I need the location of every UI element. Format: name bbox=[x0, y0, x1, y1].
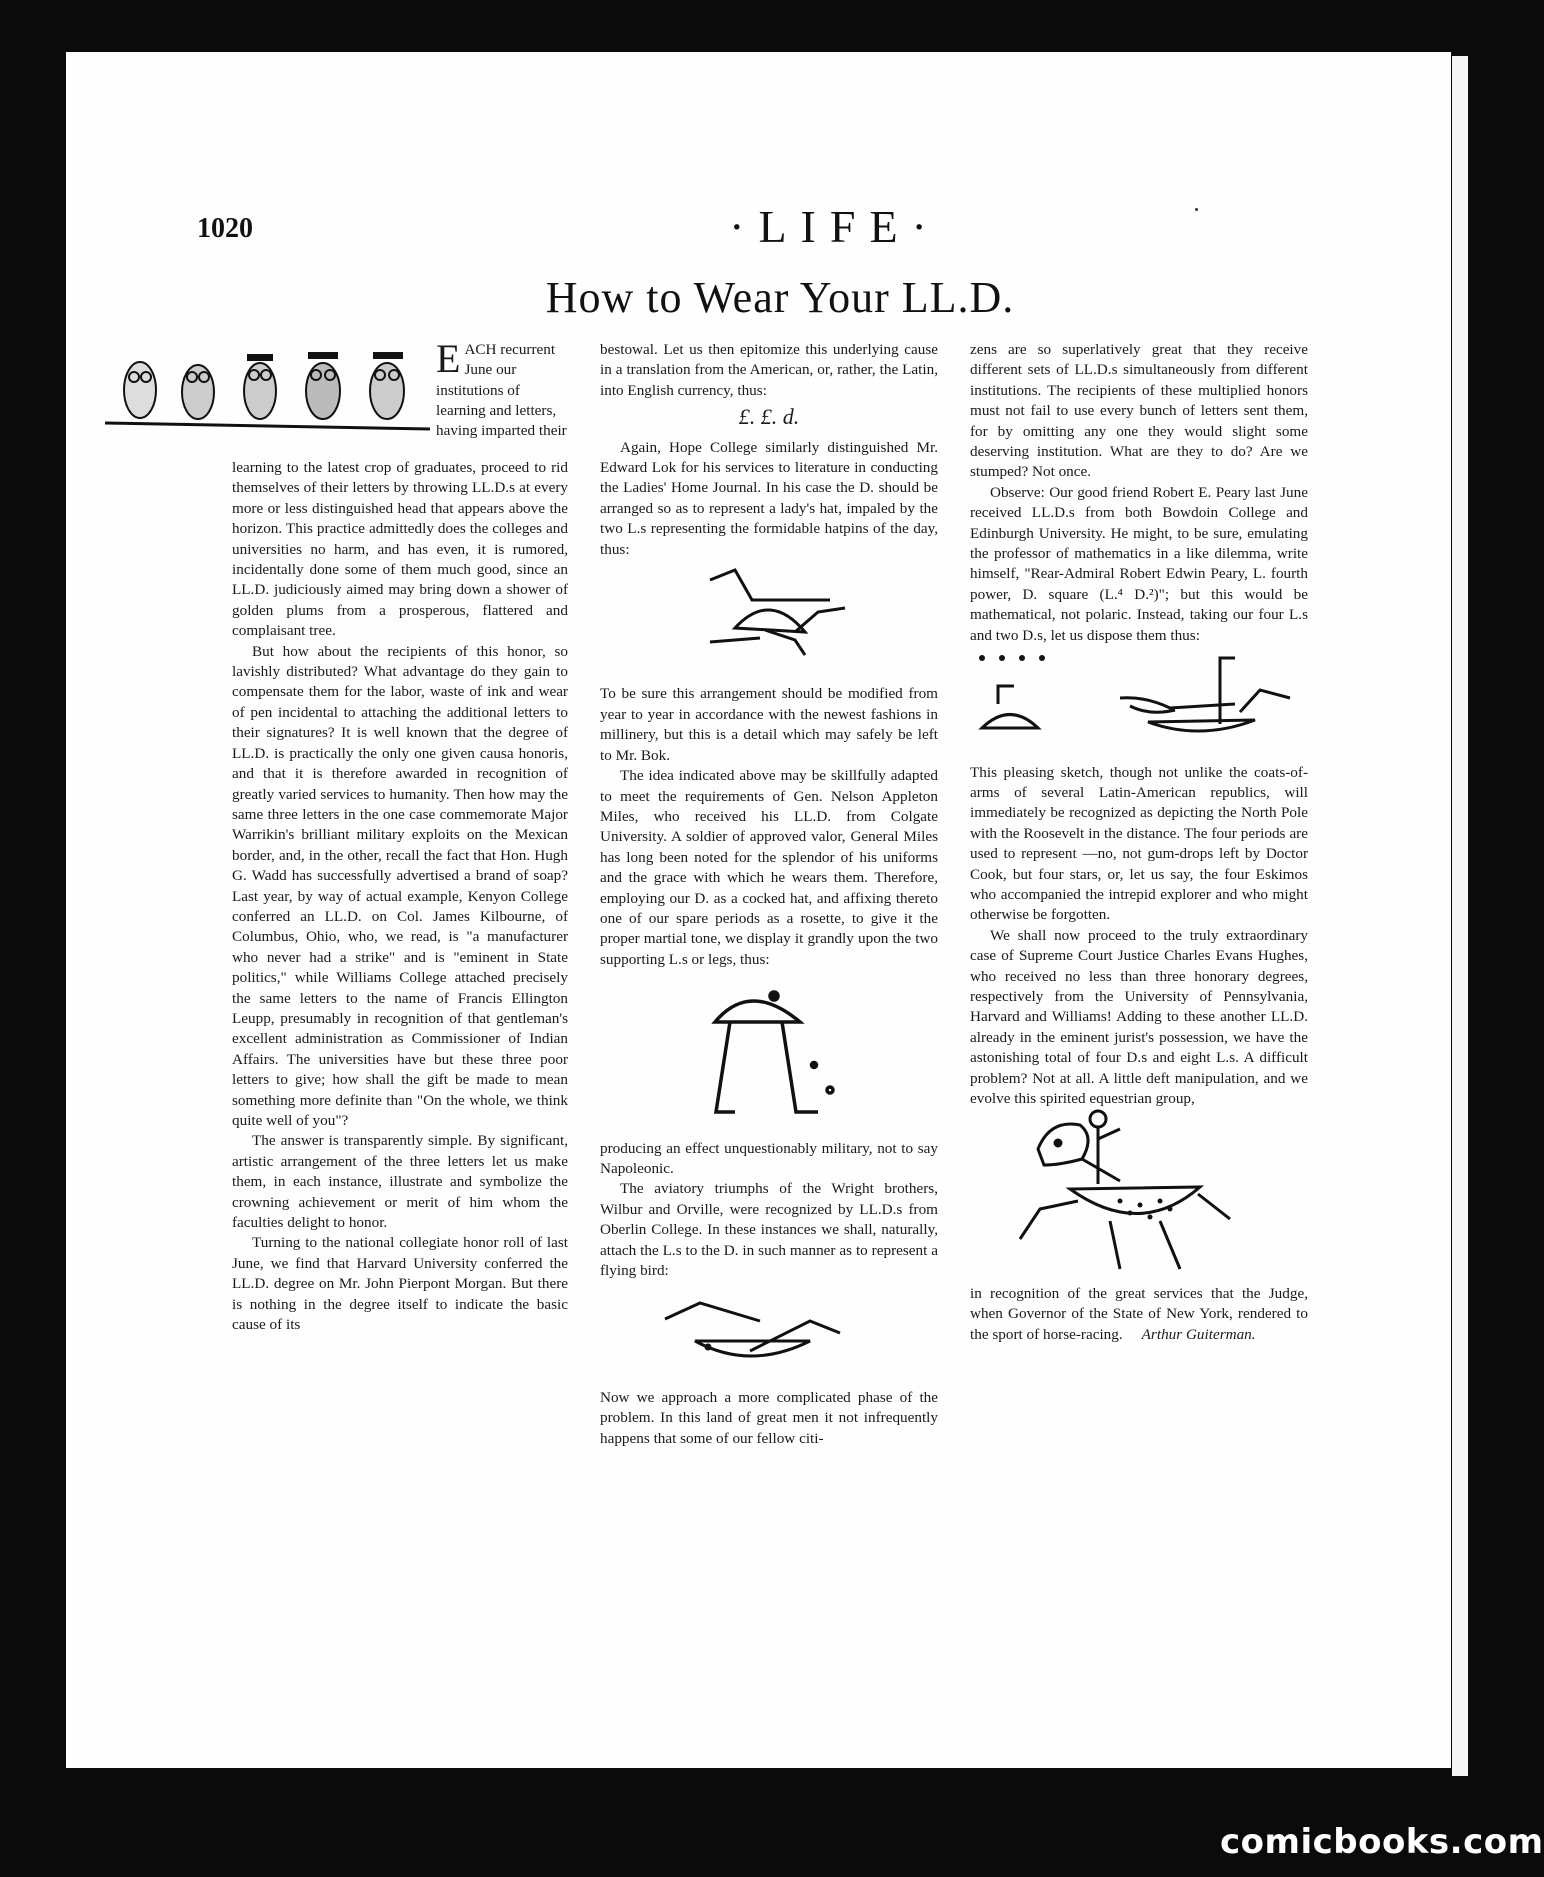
paragraph bbox=[970, 1284, 1308, 1345]
paragraph: bestowal. Let us then epitomize this underlying cause in a translation from the American, or, rather, the Latin, into English currency, thus: bbox=[600, 341, 938, 399]
paragraph: To be sure this arrangement should be modified from year to year in accordance with the newest fashions in millinery, but this is a detail which may safely be left to Mr. Bok. bbox=[600, 685, 938, 764]
paragraph: But how about the recipients of this honor, so lavishly distributed? What advantage do they gain to compensate them for the labor, waste of ink and wear of pen incidental to attaching the additional letters to their signatures? It is well known that the degree of LL.D. is practically the only one given causa honoris, and that it is therefore awarded in recognition of greatly varied services to humanity. Then how may the same three letters in the one case commemorate Major Warrikin's brilliant military exploits on the Mexican border, and, in the other, recall the fact that Hon. Hugh G. Wadd has successfully advertised a brand of soap? Last year, by way of actual example, Kenyon College conferred an LL.D. on Col. James Kilbourne, of Columbus, Ohio, who, we read, is "a manufacturer who never had a strike" and is "eminent in State politics," while Williams College attached precisely the same letters to the name of Francis Ellington Leupp, presumably in recognition of that gentleman's excellent administration as Commissioner of Indian Affairs. The universities have but these three poor letters to give; how shall the gift be made to mean something more definite than "On the whole, we think quite well of you"? bbox=[232, 642, 568, 1129]
column-3 bbox=[970, 340, 1308, 1345]
paragraph: We shall now proceed to the truly extraordinary case of Supreme Court Justice Charles Evans Hughes, who received no less than three honorary degrees, respectively from the University of Pennsylvania, Harvard and Williams! Adding to these another LL.D. already in the eminent jurist's possession, we have the astonishing total of four D.s and eight L.s. A difficult problem? Not at all. A little deft manipulation, and we evolve this spirited equestrian group, bbox=[970, 926, 1308, 1107]
equestrian-sketch bbox=[970, 1109, 1308, 1277]
column-2 bbox=[600, 340, 938, 1449]
flying-bird-sketch bbox=[600, 1281, 938, 1381]
cocked-hat-sketch bbox=[600, 970, 938, 1132]
paragraph: producing an effect unquestionably military, not to say Napoleonic. bbox=[600, 1139, 938, 1177]
drop-cap: E bbox=[436, 336, 461, 381]
paragraph: This pleasing sketch, though not unlike the coats-of-arms of several Latin-American republics, will immediately be recognized as depicting the North Pole with the Roosevelt in the distance. The four periods are used to represent —no, not gum-drops left by Doctor Cook, but four stars, or, let us say, the four Eskimos who accompanied the intrepid explorer and who might otherwise be forgotten. bbox=[970, 763, 1308, 924]
ladys-hat-sketch bbox=[600, 560, 938, 678]
print-speck bbox=[1195, 208, 1198, 211]
column-1 bbox=[232, 458, 568, 1335]
masthead: ·LIFE· bbox=[729, 201, 941, 252]
article-headline: How to Wear Your LL.D. bbox=[545, 273, 1015, 322]
paragraph: The answer is transparently simple. By significant, artistic arrangement of the three letters let us make them, in each instance, illustrate and symbolize the crowning achievement or merit of him whom the faculties delight to honor. bbox=[232, 1132, 568, 1232]
adjacent-page-edge bbox=[1452, 56, 1468, 1776]
paragraph: The idea indicated above may be skillfully adapted to meet the requirements of Gen. Nelson Appleton Miles, who received his LL.D. from Colgate University. A soldier of approved valor, General Miles has long been noted for the splendor of his uniforms and the grace with which he wears them. Therefore, employing our D. as a cocked hat, and affixing thereto one of our spare periods as a rosette, to give it the proper martial tone, we display it grandly upon the two supporting L.s or legs, thus: bbox=[600, 767, 938, 968]
author-signature: Arthur Guiterman. bbox=[1141, 1325, 1256, 1343]
currency-notation: £. £. d. bbox=[738, 404, 800, 430]
paragraph: Turning to the national collegiate honor roll of last June, we find that Harvard University conferred the LL.D. degree on Mr. John Pierpont Morgan. But there is nothing in the degree itself to indicate the basic cause of its bbox=[232, 1234, 568, 1334]
closing-text: in recognition of the great services that the Judge, when Governor of the State of New York, rendered to the sport of horse-racing. bbox=[970, 1284, 1308, 1343]
paragraph: zens are so superlatively great that they receive different sets of LL.D.s simultaneously from different institutions. The recipients of these multiplied honors must not fail to use every bunch of letters sent them, for by omitting any one they would slight some deserving institution. What are they to do? Are we stumped? Not once. bbox=[970, 341, 1308, 481]
paragraph: The aviatory triumphs of the Wright brothers, Wilbur and Orville, were recognized by LL.D.s from Oberlin College. In these instances we shall, naturally, attach the L.s to the D. in such manner as to represent a flying bird: bbox=[600, 1180, 938, 1279]
owls-illustration bbox=[100, 345, 430, 455]
watermark: comicbooks.com bbox=[1220, 1822, 1544, 1862]
paragraph: Now we approach a more complicated phase of the problem. In this land of great men it not infrequently happens that some of our fellow citi- bbox=[600, 1388, 938, 1447]
paragraph: Again, Hope College similarly distinguished Mr. Edward Lok for his services to literature in conducting the Ladies' Home Journal. In his case the D. should be arranged so as to represent a lady's hat, impaled by the two L.s representing the formidable hatpins of the day, thus: bbox=[600, 438, 938, 558]
page-number: 1020 bbox=[197, 213, 253, 244]
intro-text bbox=[436, 336, 570, 441]
paragraph: learning to the latest crop of graduates, proceed to rid themselves of their letters by throwing LL.D.s at every more or less distinguished head that appears above the horizon. This practice admittedly does the colleges and universities no harm, and has even, it is rumored, incidentally done some of them much good, since an LL.D. judiciously aimed may bring down a shower of golden plums from a prosperous, flattered and complaisant tree. bbox=[232, 459, 568, 640]
paragraph: Observe: Our good friend Robert E. Peary last June received LL.D.s from both Bowdoin College and Edinburgh University. He might, to be sure, emulating the professor of mathematics in a like dilemma, write himself, "Rear-Admiral Robert Edwin Peary, L. fourth power, D. square (L.⁴ D.²)"; but this would be mathematical, not polaric. Instead, taking our four L.s and two D.s, let us dispose them thus: bbox=[970, 483, 1308, 644]
north-pole-sketch bbox=[970, 646, 1308, 756]
intro-body: ACH recurrent June our institutions of learning and letters, having imparted their bbox=[436, 341, 567, 440]
